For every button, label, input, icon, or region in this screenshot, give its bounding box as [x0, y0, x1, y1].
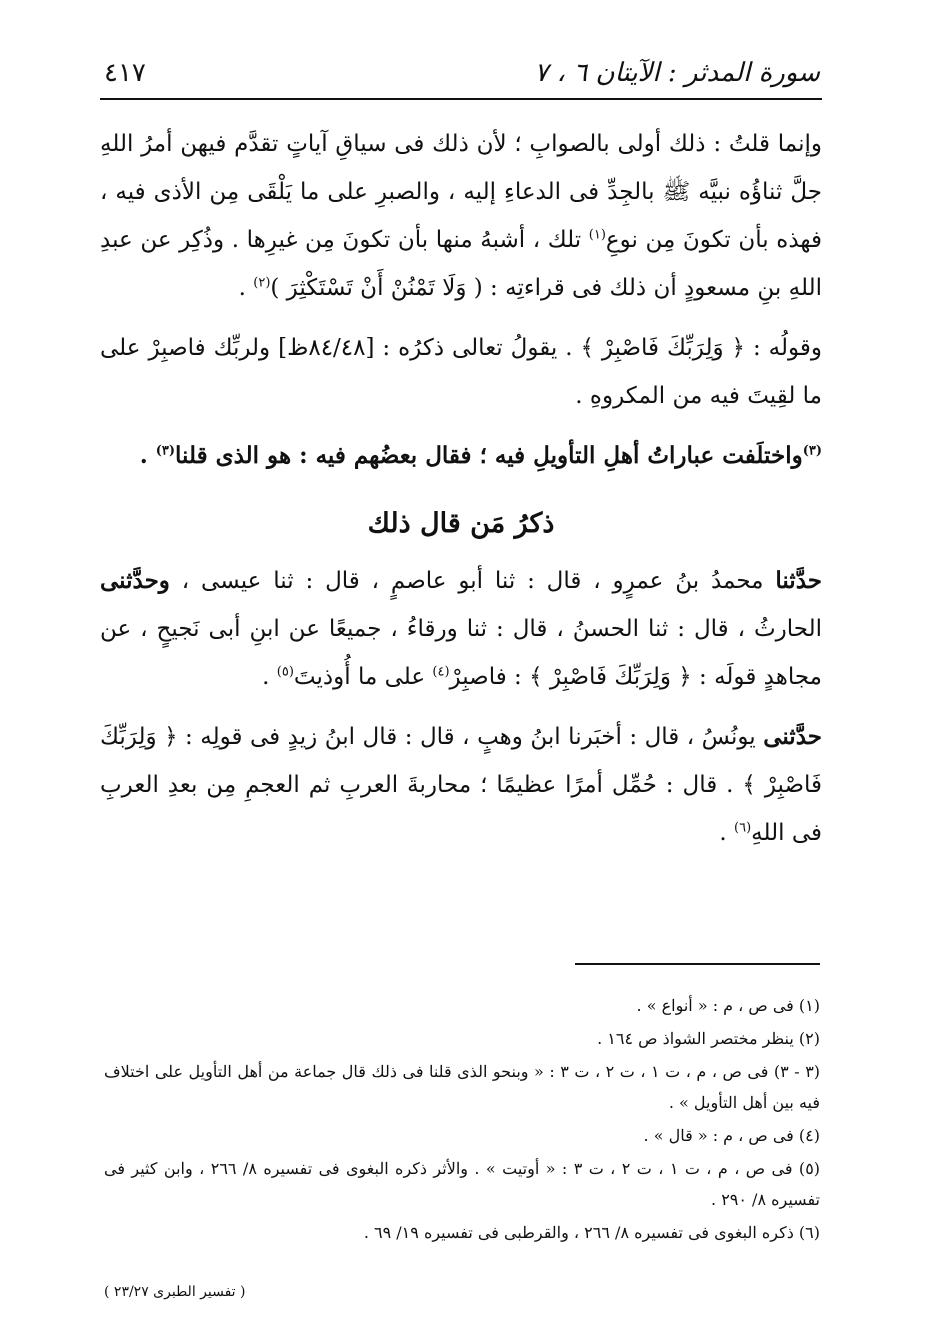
footnote-ref-5: (٥) [276, 664, 294, 680]
paragraph-1-end: . [238, 275, 254, 301]
page-number: ٤١٧ [104, 58, 146, 88]
footnote-3: (٣ - ٣) فى ص ، م ، ت ١ ، ت ٢ ، ت ٣ : « وبنحو الذى قلنا فى ذلك قال جماعة من أهل التأويل على اختلاف فيه بين أهل التأويل » . [104, 1062, 821, 1112]
footnote-5: (٥) فى ص ، م ، ت ١ ، ت ٢ ، ت ٣ : « أوتيت » . والأثر ذكره البغوى فى تفسيره ٨/ ٢٦٦ ، وابن كثير فى تفسيره ٨/ ٢٩٠ . [104, 1159, 821, 1209]
paragraph-5-text: يونُسُ ، قال : أخبَرنا ابنُ وهبٍ ، قال : قال ابنُ زيدٍ فى قولِه : ﴿ وَلِرَبِّكَ فَاصْبِرْ ﴾ . قال : حُمِّل أمرًا عظيمًا ؛ محاربةَ العربِ ثم العجمِ مِن بعدِ العربِ فى اللهِ [100, 724, 822, 846]
paragraph-5-end: . [719, 820, 735, 846]
paragraph-1-cont: تلك ، أشبهُ منها بأن تكونَ مِن غيرِها . وذُكِر عن عبدِ اللهِ بنِ مسعودٍ أن ذلك فى قراءتِه : ( وَلَا تَمْنُنْ أَنْ تَسْتَكْثِرَ ) [100, 227, 822, 301]
paragraph-4-text: محمدُ بنُ عمرٍو ، قال : ثنا أبو عاصمٍ ، قال : ثنا عيسى ، [169, 568, 776, 594]
header-rule [100, 98, 822, 100]
footnote-ref-4: (٤) [432, 664, 450, 680]
footnote-4: (٤) فى ص ، م : « قال » . [643, 1126, 820, 1145]
paragraph-3-text: واختلَفت عباراتُ أهلِ التأويلِ فيه ؛ فقال بعضُهم فيه : هو الذى قلنا [175, 442, 803, 469]
footnote-ref-3-end: (٣) [155, 443, 176, 459]
footnote-1: (١) فى ص ، م : « أنواع » . [636, 996, 820, 1015]
main-text [100, 120, 822, 869]
paragraph-4-text-c: على ما أُوذيتَ [293, 664, 433, 690]
paragraph-5-lead: حدَّثنى [763, 723, 822, 750]
paragraph-4 [100, 557, 822, 701]
paragraph-1 [100, 120, 822, 312]
running-title: سورة المدثر : الآيتان ٦ ، ٧ [534, 58, 820, 88]
paragraph-5 [100, 713, 822, 857]
page-header [104, 52, 820, 96]
paragraph-2 [100, 324, 822, 420]
paragraph-2-text: وقولُه : ﴿ وَلِرَبِّكَ فَاصْبِرْ ﴾ . يقولُ تعالى ذكرُه : [٨٤/٤٨ظ] ولربِّك فاصبِرْ على ما لقِيتَ فيه من المكروهِ . [100, 335, 822, 409]
paragraph-1-text: وإنما قلتُ : ذلك أولى بالصوابِ ؛ لأن ذلك فى سياقِ آياتٍ تقدَّم فيهن أمرُ اللهِ جلَّ ثناؤُه نبيَّه ﷺ بالجِدِّ فى الدعاءِ إليه ، والصبرِ على ما يَلْقَى مِن الأذى فيه ، فهذه بأن تكونَ مِن نوعِ [100, 131, 822, 253]
footnote-2: (٢) ينظر مختصر الشواذ ص ١٦٤ . [597, 1029, 820, 1048]
footnote-rule [575, 963, 820, 965]
paragraph-3-end: . [139, 442, 156, 469]
paragraph-4-lead-2: وحدَّثنى [100, 567, 170, 594]
footnotes [104, 990, 820, 1250]
source-note: ( تفسير الطبرى ٢٣/٢٧ ) [104, 1284, 246, 1300]
footnote-ref-3-start: (٣) [802, 443, 822, 459]
footnote-6: (٦) ذكره البغوى فى تفسيره ٨/ ٢٦٦ ، والقرطبى فى تفسيره ١٩/ ٦٩ . [363, 1223, 820, 1242]
footnote-ref-2: (٢) [253, 275, 271, 291]
paragraph-4-text-b: الحارثُ ، قال : ثنا الحسنُ ، قال : ثنا ورقاءُ ، جميعًا عن ابنِ أبى نَجيحٍ ، عن مجاهدٍ قولَه : ﴿ وَلِرَبِّكَ فَاصْبِرْ ﴾ : فاصبِرْ [100, 616, 822, 690]
footnote-ref-1: (١) [588, 227, 606, 243]
paragraph-3 [100, 432, 822, 480]
footnote-ref-6: (٦) [734, 820, 752, 836]
paragraph-4-end: . [262, 664, 277, 690]
section-heading: ذكرُ مَن قال ذلك [367, 508, 555, 539]
paragraph-4-lead: حدَّثنا [775, 567, 822, 594]
